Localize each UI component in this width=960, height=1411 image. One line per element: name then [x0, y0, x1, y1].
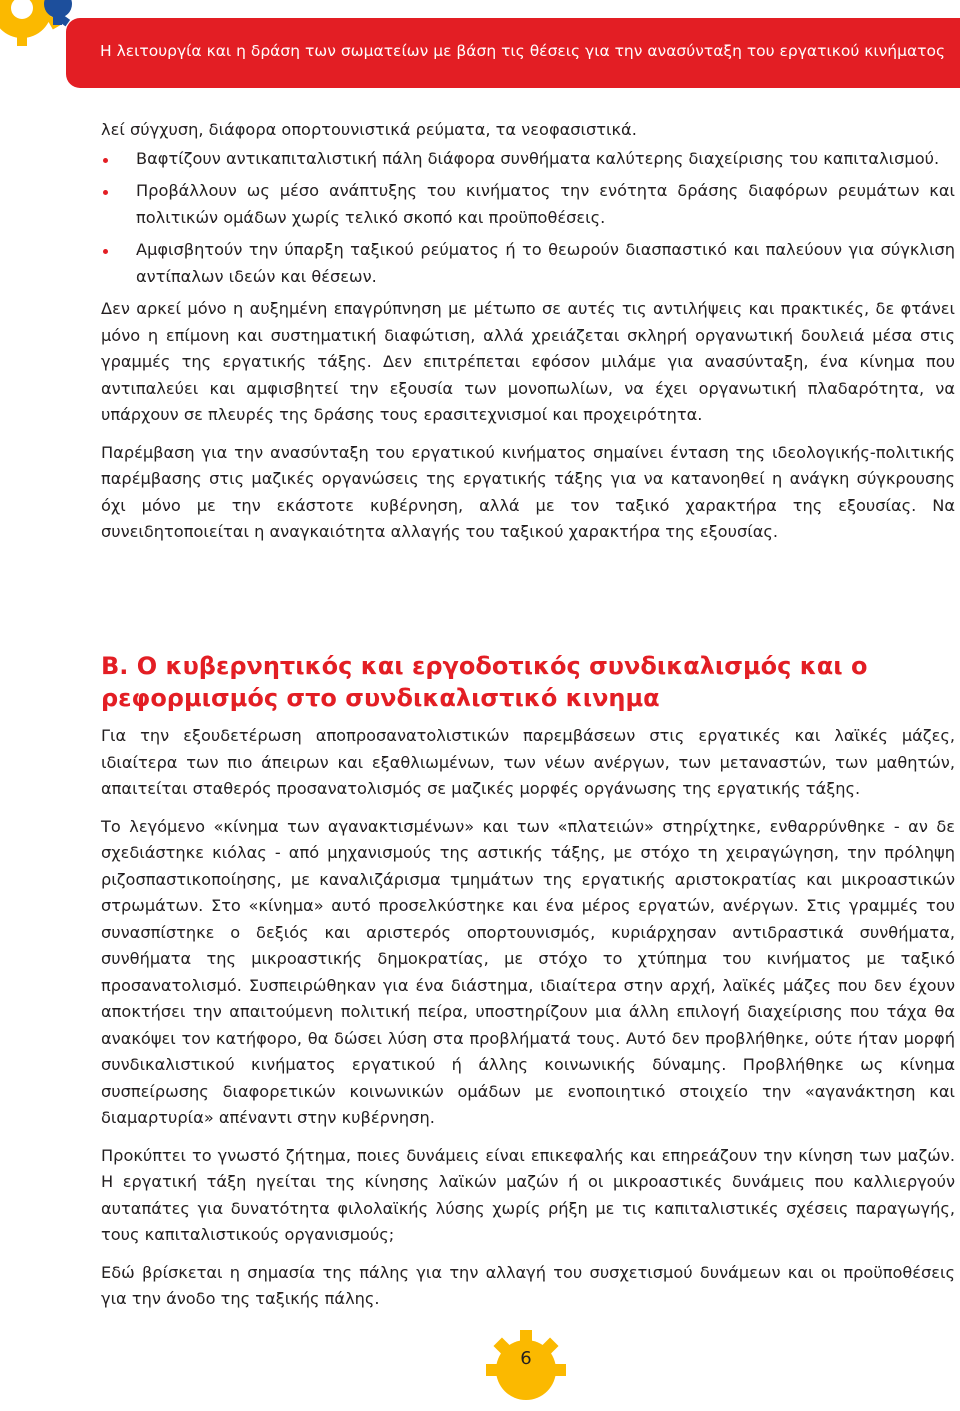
bullet-icon: [103, 158, 108, 163]
body-section-a: [101, 117, 955, 546]
paragraph: Προκύπτει το γνωστό ζήτημα, ποιες δυνάμεις είναι επικεφαλής και επηρεάζουν την κίνηση των μαζών. Η εργατική τάξη ηγείται της κίνησης λαϊκών μαζών ή οι μικροαστικές δυνάμεις που καλλιεργούν αυταπάτες για δυνατότητα φιλολαϊκής λύσης χωρίς ρήξη με τις καπιταλιστικές σχέσεις παραγωγής, τους καπιταλιστικούς οργανισμούς;: [101, 1145, 955, 1244]
bullet-icon: [103, 249, 108, 254]
paragraph: Δεν αρκεί μόνο η αυξημένη επαγρύπνηση με μέτωπο σε αυτές τις αντιλήψεις και πρακτικές, δε φτάνει μόνο η επίμονη και συστηματική διαφώτιση, αλλά χρειάζεται σκληρή οργανωτική δουλειά μέσα στις γραμμές της εργατικής τάξης. Δεν επιτρέπεται εφόσον μιλάμε για ανασύνταξη, ένα κίνημα που αντιπαλεύει και αμφισβητεί την εξουσία των μονοπωλίων, να έχει οργανωτική πλαδαρότητα, να υπάρχουν σε πλευρές της δράσης τους ερασιτεχνισμοί και προχειρότητα.: [101, 299, 955, 424]
list-item: [101, 146, 955, 173]
page-number: 6: [520, 1348, 532, 1369]
list-item: [101, 237, 955, 290]
body-section-b: [101, 723, 955, 1313]
list-item: [101, 178, 955, 231]
bullet-text: Αμφισβητούν την ύπαρξη ταξικού ρεύματος ή το θεωρούν διασπαστικό και παλεύουν για σύγκλιση αντίπαλων ιδεών και θέσεων.: [136, 240, 955, 286]
paragraph: Παρέμβαση για την ανασύνταξη του εργατικού κινήματος σημαίνει ένταση της ιδεολογικής-πολιτικής παρέμβασης στις μαζικές οργανώσεις της εργατικής τάξης για να κατανοηθεί η ανάγκη σύγκρουσης όχι μόνο με την εκάστοτε κυβέρνηση, αλλά με τον ταξικό χαρακτήρα της εξουσίας. Να συνειδητοποιείται η αναγκαιότητα αλλαγής του ταξικού χαρακτήρα της εξουσίας.: [101, 442, 955, 541]
running-header-title: Η λειτουργία και η δράση των σωματείων με βάση τις θέσεις για την ανασύνταξη του εργατικού κινήματος: [100, 42, 946, 60]
bullet-text: Προβάλλουν ως μέσο ανάπτυξης του κινήματος την ενότητα δράσης διαφόρων ρευμάτων και πολιτικών ομάδων χωρίς τελικό σκοπό και προϋποθέσεις.: [136, 181, 955, 227]
paragraph: Το λεγόμενο «κίνημα των αγανακτισμένων» και των «πλατειών» στηρίχτηκε, ενθαρρύνθηκε - αν δε σχεδιάστηκε κιόλας - από μηχανισμούς της αστικής τάξης, με στόχο τη χειραγώγηση, την πρόληψη ριζοσπαστικοποίησης, με καναλιζάρισμα τμημάτων της εργατικής αριστοκρατίας και μικροαστικών στρωμάτων. Στο «κίνημα» αυτό προσελκύστηκε και ένα μέρος εργατών, ανέργων. Στις γραμμές του συνασπίστηκε ο δεξιός και αριστερός οπορτουνισμός, κυριάρχησαν αντιδραστικά συνθήματα, συνθήματα της μικροαστικής δημοκρατίας, με στόχο το χτύπημα του κινήματος με ταξικό προσανατολισμό. Συσπειρώθηκαν για ένα διάστημα, ιδιαίτερα στην αρχή, λαϊκές μάζες που δεν έχουν αποκτήσει την απαιτούμενη πολιτική πείρα, υποστηρίζουν μια άλλη επιλογή διαχείρισης που τάχα θα ανακόψει τον κατήφορο, θα δώσει λύση στα προβλήματά τους. Αυτό δεν προβλήθηκε, ούτε ήταν μορφή συνδικαλιστικού κινήματος εργατικού ή άλλης κοινωνικής δύναμης. Προβλήθηκε ως κίνημα συσπείρωσης διαφορετικών κοινωνικών ομάδων με ενοποιητικό στοιχείο την «αγανάκτηση και διαμαρτυρία» απέναντι στην κυβέρνηση.: [101, 816, 955, 1127]
section-heading: Β. Ο κυβερνητικός και εργοδοτικός συνδικαλισμός και ο ρεφορμισμός στο συνδικαλιστικό κινημα: [101, 652, 868, 712]
bullet-list: [101, 146, 955, 291]
bullet-text: Βαφτίζουν αντικαπιταλιστική πάλη διάφορα συνθήματα καλύτερης διαχείρισης του καπιταλισμού.: [136, 148, 940, 168]
page-number-badge: [486, 1322, 566, 1407]
paragraph: Για την εξουδετέρωση αποπροσανατολιστικών παρεμβάσεων στις εργατικές και λαϊκές μάζες, ιδιαίτερα των πιο άπειρων και εξαθλιωμένων, των νέων ανέργων, των μεταναστών, των μαθητών, απαιτείται σταθερός προσανατολισμός σε μαζικές μορφές οργάνωσης της εργατικής τάξης.: [101, 726, 955, 798]
intro-fragment: λεί σύγχυση, διάφορα οπορτουνιστικά ρεύματα, τα νεοφασιστικά.: [101, 120, 637, 139]
paragraph: Εδώ βρίσκεται η σημασία της πάλης για την αλλαγή του συσχετισμού δυνάμεων και οι προϋποθέσεις για την άνοδο της ταξικής πάλης.: [101, 1262, 955, 1308]
bullet-icon: [103, 190, 108, 195]
